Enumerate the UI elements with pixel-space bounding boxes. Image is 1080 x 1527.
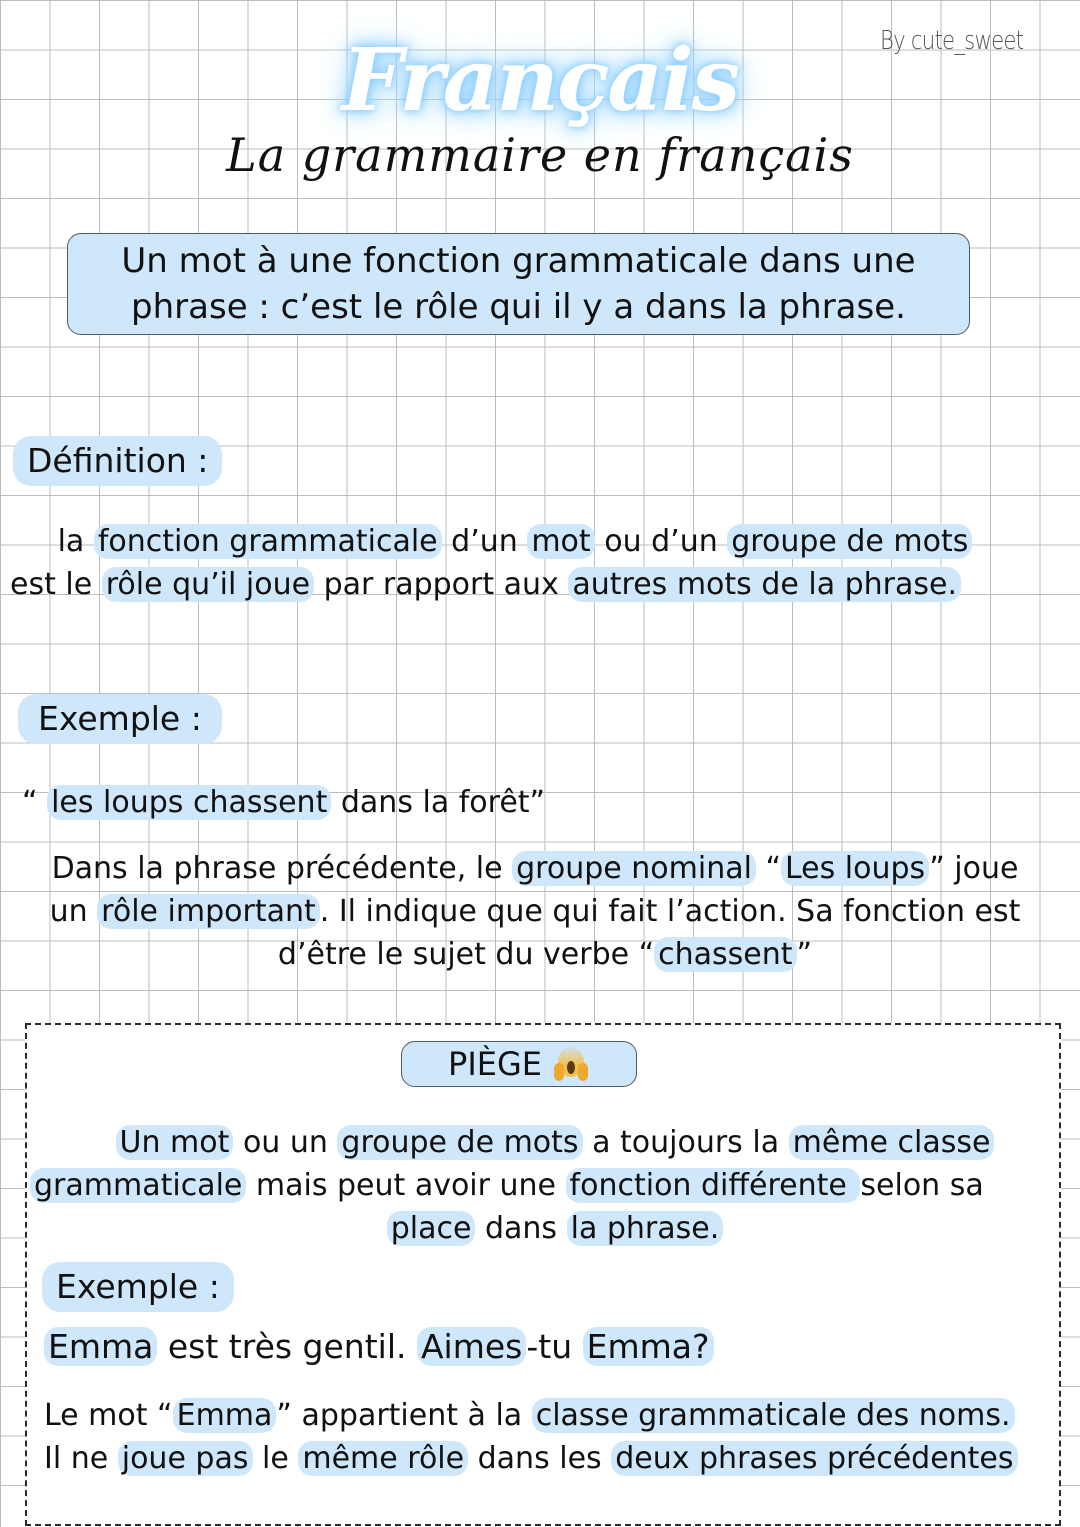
text: est le: [10, 567, 102, 602]
highlighted-text: deux phrases précédentes: [611, 1441, 1017, 1476]
highlighted-text: Emma?: [583, 1327, 714, 1366]
highlighted-text: Aimes: [417, 1327, 526, 1366]
trap-conclusion-line-1: [44, 1394, 1015, 1437]
example-explain-line-1: [0, 847, 1070, 890]
highlighted-text: autres mots de la phrase.: [568, 567, 961, 602]
text: ” joue: [929, 851, 1019, 886]
page-title: Français: [341, 30, 739, 131]
text: “: [755, 851, 781, 886]
page-subtitle: La grammaire en français: [226, 128, 854, 182]
definition-line-1: [0, 520, 1030, 563]
highlighted-text: groupe de mots: [337, 1125, 582, 1160]
highlighted-text: la phrase.: [567, 1211, 724, 1246]
text: d’un: [441, 524, 528, 559]
face-screaming-in-fear-icon: [552, 1045, 590, 1083]
intro-callout: [67, 233, 970, 335]
intro-line-2: phrase : c’est le rôle qui il y a dans la phrase.: [131, 287, 906, 327]
definition-line-2: [0, 563, 1030, 606]
highlighted-text: mot: [527, 524, 594, 559]
trap-example-sentence: [44, 1325, 714, 1368]
text: dans: [475, 1211, 567, 1246]
text: d’être le sujet du verbe “: [277, 937, 655, 972]
highlighted-text: rôle important: [97, 894, 320, 929]
trap-label-text: PIÈGE: [448, 1045, 542, 1083]
highlighted-text: Un mot: [116, 1125, 234, 1160]
text: Dans la phrase précédente, le: [51, 851, 513, 886]
example-heading: Exemple :: [18, 694, 222, 744]
highlighted-text: rôle qu’il joue: [102, 567, 314, 602]
highlighted-text: Emma: [44, 1327, 157, 1366]
highlighted-text: place: [387, 1211, 476, 1246]
example-quote: [22, 781, 545, 824]
highlighted-text: Les loups: [781, 851, 929, 886]
text: dans les: [468, 1441, 612, 1476]
definition-heading: Définition :: [13, 436, 222, 486]
highlighted-text: chassent: [654, 937, 796, 972]
highlighted-text: classe grammaticale des noms.: [532, 1398, 1015, 1433]
text: dans la forêt”: [331, 785, 546, 820]
text: selon sa: [860, 1168, 984, 1203]
text: ou un: [233, 1125, 338, 1160]
text: ”: [796, 937, 813, 972]
text: ” appartient à la: [276, 1398, 532, 1433]
trap-conclusion-line-2: [44, 1437, 1018, 1480]
highlighted-text: même rôle: [298, 1441, 468, 1476]
text: par rapport aux: [314, 567, 569, 602]
example-explain-line-2: [0, 890, 1070, 933]
highlighted-text: groupe de mots: [727, 524, 972, 559]
highlighted-text: Emma: [173, 1398, 277, 1433]
example-explain-line-3: [0, 933, 1080, 976]
text: “: [22, 785, 48, 820]
text: un: [49, 894, 98, 929]
highlighted-text: même classe: [789, 1125, 995, 1160]
trap-line-3: [0, 1207, 1080, 1250]
highlighted-text: grammaticale: [30, 1168, 246, 1203]
intro-line-1: Un mot à une fonction grammaticale dans une: [121, 241, 916, 281]
trap-line-1: [40, 1121, 1070, 1164]
text: Le mot “: [44, 1398, 173, 1433]
author-credit: By cute_sweet: [880, 26, 1024, 56]
text: Il ne: [44, 1441, 118, 1476]
text: mais peut avoir une: [246, 1168, 566, 1203]
highlighted-text: les loups chassent: [47, 785, 331, 820]
text: est très gentil.: [157, 1327, 417, 1366]
trap-example-heading: Exemple :: [42, 1262, 234, 1312]
text: le: [252, 1441, 299, 1476]
highlighted-text: joue pas: [118, 1441, 253, 1476]
highlighted-text: groupe nominal: [512, 851, 756, 886]
trap-label: [401, 1041, 637, 1087]
trap-line-2: [30, 1164, 1050, 1207]
text: a toujours la: [582, 1125, 789, 1160]
highlighted-text: fonction grammaticale: [94, 524, 442, 559]
text: la: [57, 524, 94, 559]
text: ou d’un: [594, 524, 728, 559]
text: -tu: [526, 1327, 583, 1366]
text: . Il indique que qui fait l’action. Sa fonction est: [319, 894, 1021, 929]
highlighted-text: fonction différente: [566, 1168, 861, 1203]
